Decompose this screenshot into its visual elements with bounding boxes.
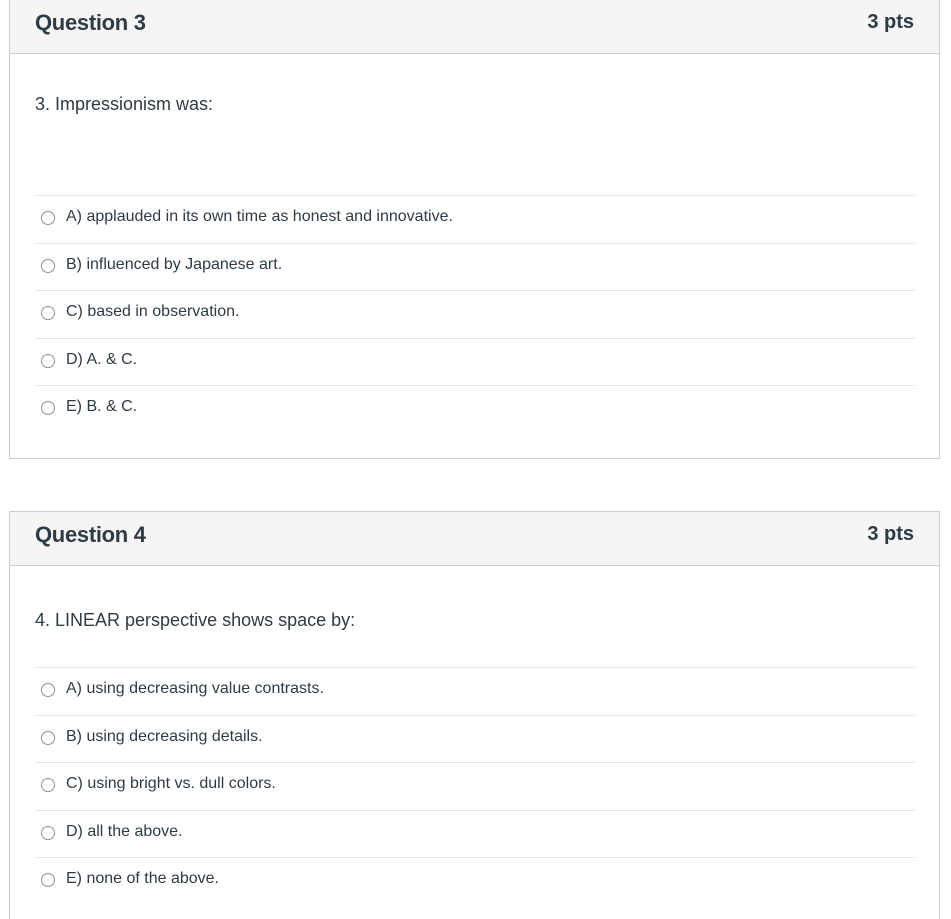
answer-label[interactable]: C) based in observation. xyxy=(66,303,240,320)
radio-button[interactable] xyxy=(41,731,55,745)
answer-label[interactable]: C) using bright vs. dull colors. xyxy=(66,775,276,792)
answer-label[interactable]: D) all the above. xyxy=(66,822,183,840)
radio-button[interactable] xyxy=(41,401,55,415)
radio-button[interactable] xyxy=(41,778,55,792)
answer-label[interactable]: E) B. & C. xyxy=(66,398,138,415)
answer-option-e[interactable] xyxy=(35,385,915,433)
answer-option-d[interactable] xyxy=(35,810,915,858)
answer-label[interactable]: D) A. & C. xyxy=(66,350,138,368)
question-header xyxy=(10,512,939,566)
radio-button[interactable] xyxy=(41,211,55,225)
radio-button[interactable] xyxy=(41,306,55,320)
radio-button[interactable] xyxy=(41,873,55,887)
answer-label[interactable]: A) using decreasing value contrasts. xyxy=(66,680,324,697)
question-header xyxy=(10,0,939,54)
question-title: Question 3 xyxy=(35,10,146,35)
question-text: 4. LINEAR perspective shows space by: xyxy=(35,610,356,630)
answer-option-a[interactable] xyxy=(35,667,915,715)
answer-option-e[interactable] xyxy=(35,857,915,905)
question-title: Question 4 xyxy=(35,522,146,547)
answer-option-c[interactable] xyxy=(35,290,915,338)
answer-label[interactable]: B) using decreasing details. xyxy=(66,727,263,745)
question-text: 3. Impressionism was: xyxy=(35,94,214,114)
radio-button[interactable] xyxy=(41,354,55,368)
radio-button[interactable] xyxy=(41,683,55,697)
radio-button[interactable] xyxy=(41,259,55,273)
question-4-card xyxy=(9,511,940,919)
answer-option-b[interactable] xyxy=(35,715,915,763)
radio-button[interactable] xyxy=(41,826,55,840)
answer-list xyxy=(35,667,915,905)
answer-option-b[interactable] xyxy=(35,243,915,291)
answer-label[interactable]: E) none of the above. xyxy=(66,870,219,887)
question-points: 3 pts xyxy=(867,523,914,545)
answer-label[interactable]: A) applauded in its own time as honest and innovative. xyxy=(66,208,453,225)
question-3-card xyxy=(9,0,940,459)
answer-option-d[interactable] xyxy=(35,338,915,386)
answer-option-c[interactable] xyxy=(35,762,915,810)
answer-option-a[interactable] xyxy=(35,195,915,243)
answer-label[interactable]: B) influenced by Japanese art. xyxy=(66,255,283,273)
question-points: 3 pts xyxy=(867,11,914,33)
answer-list xyxy=(35,195,915,433)
